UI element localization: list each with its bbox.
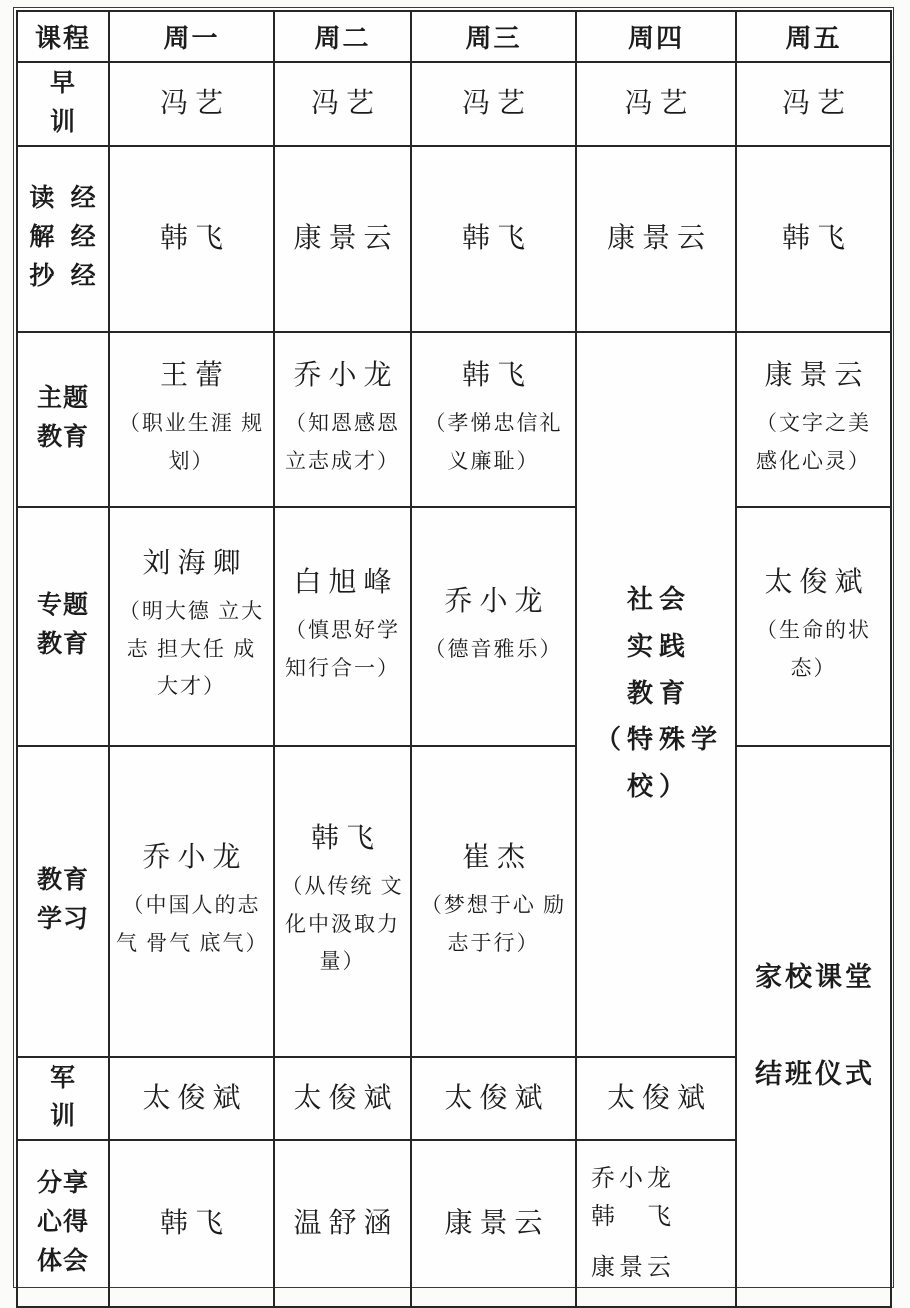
teacher-name: 崔杰 xyxy=(461,841,532,873)
teacher-name: 冯艺 xyxy=(461,88,532,120)
schedule-cell xyxy=(109,1057,274,1141)
teacher-name: 太俊斌 xyxy=(142,1082,248,1114)
lesson-topic: （慎思好学 知行合一） xyxy=(285,617,400,680)
header-cell-tuesday: 周二 xyxy=(274,11,411,62)
row-label-line: 训 xyxy=(49,108,76,136)
schedule-cell xyxy=(576,62,736,146)
lesson-topic: （德音雅乐） xyxy=(424,636,563,661)
header-cell-thursday: 周四 xyxy=(576,11,736,62)
row-label-line: 主题 xyxy=(36,385,89,413)
lesson-topic: （孝悌忠信礼义廉耻） xyxy=(424,410,563,473)
lesson-topic: （职业生涯 规划） xyxy=(118,410,265,473)
header-cell-wednesday: 周三 xyxy=(411,11,576,62)
schedule-cell xyxy=(411,332,576,507)
row-label xyxy=(17,146,109,332)
schedule-header-row xyxy=(17,11,891,62)
lesson-topic: （中国人的志气 骨气 底气） xyxy=(116,892,269,955)
table-row xyxy=(17,62,891,146)
merged-cell-line: （特殊学 xyxy=(594,725,723,755)
schedule-cell-multi-teacher xyxy=(576,1140,736,1307)
header-cell-monday: 周一 xyxy=(109,11,274,62)
table-row xyxy=(17,332,891,507)
schedule-cell xyxy=(274,1057,411,1141)
merged-cell-line: 教育 xyxy=(626,678,691,708)
row-label-line: 读 经 xyxy=(29,185,97,213)
schedule-cell xyxy=(274,507,411,746)
schedule-body xyxy=(17,62,891,1307)
schedule-cell xyxy=(411,1140,576,1307)
table-row xyxy=(17,146,891,332)
row-label xyxy=(17,1057,109,1141)
row-label-line: 心得 xyxy=(36,1209,89,1237)
merged-cell-line: 结班仪式 xyxy=(755,1059,875,1090)
lesson-topic: （梦想于心 励志于行） xyxy=(420,892,567,955)
lesson-topic: （生命的状态） xyxy=(756,617,871,680)
schedule-cell xyxy=(274,1140,411,1307)
teacher-name: 太俊斌 xyxy=(606,1082,712,1114)
teacher-name: 太俊斌 xyxy=(444,1082,550,1114)
teacher-name: 康景云 xyxy=(606,223,712,254)
teacher-name: 温舒涵 xyxy=(293,1208,399,1239)
schedule-cell xyxy=(109,1140,274,1307)
schedule-cell xyxy=(576,146,736,332)
schedule-cell xyxy=(109,332,274,507)
teacher-name: 康景云 xyxy=(444,1208,550,1239)
teacher-name: 韩飞 xyxy=(781,223,852,254)
row-label-line: 解 经 xyxy=(29,224,97,252)
row-label-line: 军 xyxy=(49,1064,76,1092)
schedule-cell xyxy=(736,332,891,507)
row-label-line: 专题 xyxy=(36,592,89,620)
row-label-line: 教育 xyxy=(36,424,89,451)
merged-cell-line: 实践 xyxy=(626,631,691,661)
lesson-topic: （从传统 文化中汲取力量） xyxy=(281,873,404,974)
row-label xyxy=(17,332,109,507)
teacher-name: 韩飞 xyxy=(461,359,532,391)
teacher-name: 冯艺 xyxy=(310,88,381,120)
teacher-name: 乔小龙 xyxy=(293,359,399,391)
teacher-name: 韩飞 xyxy=(159,1208,230,1239)
teacher-name: 康景云 xyxy=(764,359,870,391)
schedule-cell xyxy=(736,146,891,332)
teacher-name: 冯艺 xyxy=(159,88,230,120)
header-cell-course: 课程 xyxy=(17,11,109,62)
schedule-cell xyxy=(274,62,411,146)
teacher-name: 太俊斌 xyxy=(764,566,870,598)
schedule-cell xyxy=(411,146,576,332)
teacher-name: 太俊斌 xyxy=(293,1082,399,1114)
teacher-name: 乔小龙 xyxy=(591,1165,675,1192)
merged-cell-social-practice xyxy=(576,332,736,1057)
schedule-cell xyxy=(411,746,576,1057)
schedule-cell xyxy=(109,62,274,146)
teacher-name: 白旭峰 xyxy=(293,566,399,598)
teacher-name: 韩飞 xyxy=(159,223,230,254)
schedule-cell xyxy=(109,146,274,332)
schedule-cell xyxy=(109,746,274,1057)
row-label xyxy=(17,62,109,146)
lesson-topic: （知恩感恩 立志成才） xyxy=(285,410,400,473)
teacher-name: 韩飞 xyxy=(310,822,381,854)
schedule-cell xyxy=(576,1057,736,1141)
merged-cell-line: 家校课堂 xyxy=(755,962,875,993)
teacher-name: 韩 飞 xyxy=(591,1204,675,1231)
row-label-line: 教育 xyxy=(36,867,89,895)
teacher-name: 冯艺 xyxy=(624,88,695,120)
header-cell-friday: 周五 xyxy=(736,11,891,62)
row-label-line: 体会 xyxy=(36,1247,89,1275)
schedule-cell xyxy=(411,507,576,746)
schedule-cell xyxy=(274,746,411,1057)
merged-cell-line: 校） xyxy=(626,772,691,802)
schedule-cell xyxy=(411,62,576,146)
schedule-cell xyxy=(736,507,891,746)
row-label-line: 学习 xyxy=(36,906,89,933)
teacher-name: 韩飞 xyxy=(461,223,532,254)
lesson-topic: （文字之美 感化心灵） xyxy=(756,410,871,473)
schedule-cell xyxy=(274,332,411,507)
teacher-name: 刘海卿 xyxy=(142,547,248,579)
schedule-table-frame xyxy=(13,7,894,1288)
row-label-line: 训 xyxy=(49,1103,76,1131)
schedule-cell xyxy=(274,146,411,332)
teacher-name: 冯艺 xyxy=(781,88,852,120)
schedule-cell xyxy=(109,507,274,746)
teacher-name: 康景云 xyxy=(591,1254,675,1281)
row-label xyxy=(17,746,109,1057)
schedule-cell xyxy=(736,62,891,146)
row-label-line: 教育 xyxy=(36,631,89,658)
schedule-table xyxy=(16,10,892,1308)
row-label xyxy=(17,1140,109,1307)
teacher-name: 乔小龙 xyxy=(142,841,248,873)
row-label-line: 分享 xyxy=(36,1170,89,1198)
schedule-cell xyxy=(411,1057,576,1141)
merged-cell-line: 社会 xyxy=(626,585,691,614)
lesson-topic: （明大德 立大志 担大任 成大才） xyxy=(118,598,265,699)
merged-cell-closing-ceremony xyxy=(736,746,891,1308)
teacher-name: 乔小龙 xyxy=(444,585,550,617)
table-row xyxy=(17,11,891,62)
teacher-name: 康景云 xyxy=(293,223,399,254)
row-label-line: 早 xyxy=(49,70,76,97)
row-label xyxy=(17,507,109,746)
table-row xyxy=(17,507,891,746)
row-label-line: 抄 经 xyxy=(29,262,97,290)
table-row xyxy=(17,746,891,1057)
teacher-name: 王蕾 xyxy=(159,359,230,391)
